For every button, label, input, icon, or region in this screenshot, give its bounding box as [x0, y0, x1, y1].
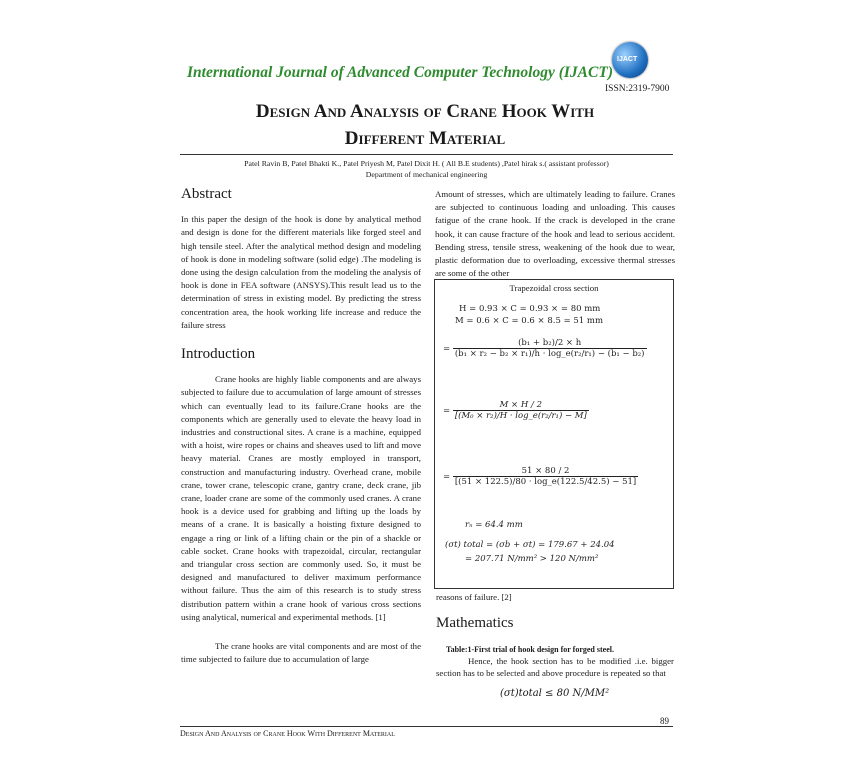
eq1-numerator: (b₁ + b₂)/2 × h [453, 338, 647, 349]
table-caption: Table:1-First trial of hook design for forged steel. [446, 645, 614, 654]
running-title: Design And Analysis of Crane Hook With Different Material [180, 729, 395, 738]
introduction-heading: Introduction [181, 346, 256, 363]
formula-m-line: M = 0.6 × C = 0.6 × 8.5 = 51 mm [455, 316, 604, 326]
formula-caption: Trapezoidal cross section [509, 283, 599, 293]
formula-eq-3: = $\frac{51 \times 80 / 2}{[(51 \times 122.5)/80 \cdot \log\_e(122.5/42.5) - 51]}$ [443, 466, 637, 487]
journal-name: International Journal of Advanced Computer Technology (IJACT) [186, 64, 613, 81]
formula-h-line: H = 0.93 × C = 0.93 × = 80 mm [459, 304, 601, 314]
eq2-denominator: [(M₀ × r₂)/H · log_e(r₂/r₁) − M] [454, 411, 587, 421]
formula-eq-1: = $\frac{\text{(b₁ + b₂)/2 × h}}{\text{(b₁ × r₂ − b₂ × r₁)/h · log\_e(r₂/r₁) − (b₁ − b₂)}}$ [443, 338, 645, 359]
right-top-text: Amount of stresses, which are ultimately leading to failure. Cranes are subjected to continuous loading and unloading. This causes fatigue of the crane hook. If the crack is developed in the crane hook, it can cause fracture of the hook and lead to serious accident. Bending stress, tensile stress, weakening of the hook due to wear, plastic deformation due to overloading, excessive thermal stresses are some of the other [435, 189, 675, 279]
formula-box [434, 279, 674, 589]
formula-total-1: (σt) total = (σb + σt) = 179.67 + 24.04 [445, 540, 615, 550]
mathematics-heading: Mathematics [436, 615, 514, 631]
page-number: 89 [660, 716, 669, 726]
reasons-text: reasons of failure. [2] [436, 592, 512, 602]
formula-total-2: = 207.71 N/mm² > 120 N/mm² [465, 554, 599, 564]
right-column-text [435, 188, 675, 280]
introduction-para-2: The crane hooks are vital components and are most of the time subjected to failure due to accumulation of large [181, 641, 421, 665]
introduction-para-1: Crane hooks are highly liable components and are always subjected to failure due to accumulation of large amount of stresses which can eventually lead to its failure.Crane hooks are the components which are generally used to elevate the heavy load in industries and constructional sites. A crane is a machine, equipped with a hoist, wire ropes or chains and sheaves used to lift and move heavy material. Cranes are mostly employed in transport, construction and manufacturing industry. Overhead crane, mobile crane, tower crane, telescopic crane, gantry crane, deck crane, jib crane, loader crane are some of the commonly used cranes. A crane hook is a device used for grabbing and lifting up the loads by means of a crane. It is basically a hoisting fixture designed to engage a ring or link of a lifting chain or the pin of a shackle or cable socket. Crane hooks with trapezoidal, circular, rectangular and triangular cross section are commonly used. So, it must be designed and manufactured to deliver maximum performance without failure. Thus the aim of this research is to study stress distribution pattern within a crane hook of various cross sections using analytical, numerical and experimental methods. [1] [181, 374, 421, 622]
title-divider [180, 154, 673, 155]
hence-sentence: Hence, the hook section has to be modified .i.e. bigger section has to be selected and above procedure is repeated so that [436, 656, 674, 678]
abstract-text: In this paper the design of the hook is done by analytical method and design is done for the different materials like forged steel and high tensile steel. After the analytical method design and modeling of hook is done in modeling software (solid edge) .The modeling is done using the design calculation from the modeling the analysis of hook is done in FEA software (ANSYS).This result lead us to the determination of stress in existing model. By predicting the stress concentration area, the hook working life increase and reduce the failure stress [181, 214, 421, 330]
author-block [180, 158, 673, 180]
author-department: Department of mechanical engineering [365, 170, 488, 179]
eq3-numerator: 51 × 80 / 2 [453, 466, 638, 477]
logo-text: IJACT [617, 56, 638, 63]
issn: ISSN:2319-7900 [605, 84, 670, 94]
eq1-denominator: (b₁ × r₂ − b₂ × r₁)/h · log_e(r₂/r₁) − (b₁ − b₂) [454, 349, 645, 359]
author-names: Patel Ravin B, Patel Bhakti K., Patel Priyesh M, Patel Dixit H. ( All B.E students) ,Patel hirak s.( assistant professor) [244, 159, 609, 168]
formula-eq-2: = $\frac{M \times H / 2}{\text{[(M₀ × r₂)/H · log\_e(r₂/r₁) − M]}}$ [443, 400, 587, 421]
eq2-numerator: M × H / 2 [453, 400, 589, 411]
title-line-1: Design And Analysis of Crane Hook With [255, 101, 595, 122]
eq3-denominator: [(51 × 122.5)/80 · log_e(122.5/42.5) − 51] [454, 477, 637, 487]
abstract-heading: Abstract [181, 186, 232, 202]
formula-rn: rₙ = 64.4 mm [465, 520, 523, 530]
left-column [181, 188, 421, 667]
hence-text [436, 656, 674, 679]
title-line-2: Different Material [344, 128, 506, 149]
final-formula: (σt)total ≤ 80 N/MM² [500, 688, 610, 699]
footer-divider [180, 726, 673, 727]
paper-title [180, 98, 670, 152]
